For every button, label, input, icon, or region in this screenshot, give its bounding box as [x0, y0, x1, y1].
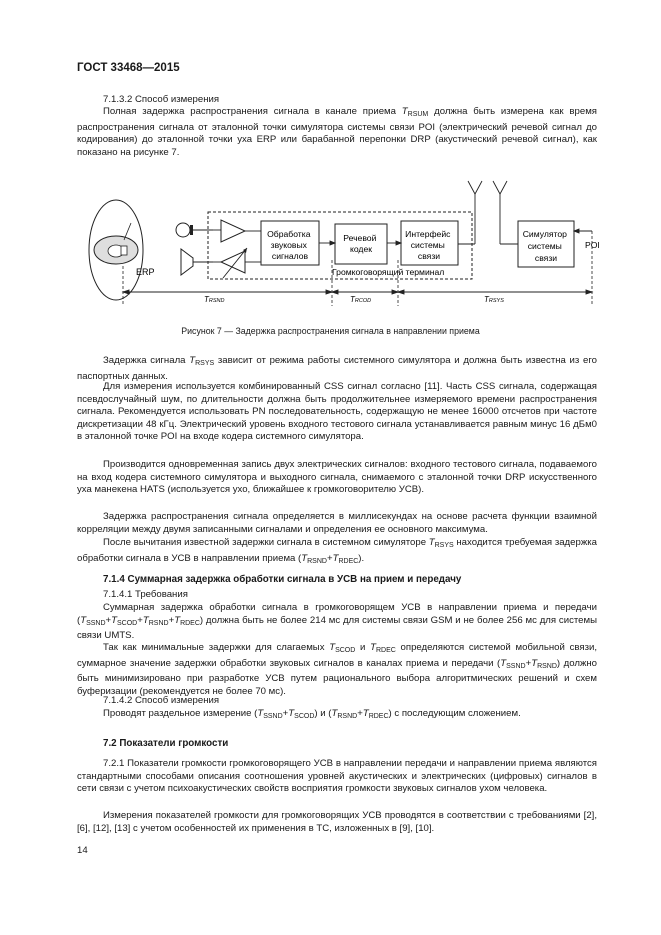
figure-7-diagram: [0, 168, 661, 318]
paragraph-rsys: Задержка сигнала $T_{RSYS}$ зависит от режима работы системного симулятора и должна быть известна из его паспортных данных.: [77, 355, 597, 382]
system-simulator-label: Симулятор системы связи: [522, 229, 567, 263]
audio-processing-label: Обработка звуковых сигналов: [267, 229, 311, 261]
poi-label: POI: [585, 240, 600, 250]
t-rsnd-label: TRSND: [204, 295, 225, 304]
subsection-7-1-4-1: 7.1.4.1 Требования: [103, 589, 188, 600]
paragraph-correlation: Задержка распространения сигнала определяется в миллисекундах на основе расчета функции взаимной корреляции между двумя записанными сигналами и определения ее основного максимума.: [77, 511, 597, 535]
document-header: ГОСТ 33468—2015: [77, 62, 180, 74]
paragraph-loudness-measurement: Измерения показателей громкости для громкоговорящих УСВ проводятся в соответствии с требованиями [2], [6], [12], [13] с учетом особенностей их применения в ТС, изложенных в [9], [10].: [77, 810, 597, 834]
paragraph-minimal-delays: Так как минимальные задержки для слагаемых $T_{SCOD}$ и $T_{RDEC}$ определяются системой мобильной связи, суммарное значение задержки обработки звуковых сигналов в каналах приема и передачи $(T_{SSND}+T_{RSND})$ должно быть минимизировано при разработке УСВ путем рационального выбора алгоритмических решений и схем буферизации (рекомендуется не более 70 мс).: [77, 642, 598, 697]
head-icon: [89, 200, 143, 300]
paragraph-rsum: Полная задержка распространения сигнала в канале приема $T_{RSUM}$ должна быть измерена как время распространения сигнала от эталонной точки симулятора системы связи POI (электрический речевой сигнал до кодирования) до эталонной точки уха ERP или барабанной перепонки DRP (акустический речевой сигнал), как показано на рисунке 7.: [77, 106, 597, 158]
paragraph-subtraction: После вычитания известной задержки сигнала в системном симуляторе $T_{RSYS}$ находится требуемая задержка обработки сигнала в УСВ в направлении приема $(T_{RSND}+T_{RDEC})$.: [77, 537, 597, 565]
subsection-7-1-4-2: 7.1.4.2 Способ измерения: [103, 695, 220, 706]
poi-connector: [574, 229, 592, 233]
antenna-icon: [493, 181, 518, 244]
heading-7-1-4: 7.1.4 Суммарная задержка обработки сигнала в УСВ на прием и передачу: [103, 574, 462, 585]
speech-codec-label: Речевой кодек: [343, 233, 377, 254]
receive-amplifier-icon: [213, 248, 261, 278]
paragraph-separate-measurement: Проводят раздельное измерение $(T_{SSND}+T_{SCOD})$ и $(T_{RSND}+T_{RDEC})$ с последующим сложением.: [103, 708, 521, 720]
t-rsys-label: TRSYS: [484, 295, 504, 304]
paragraph-requirements: Суммарная задержка обработки сигнала в громкоговорящем УСВ в направлении приема и передачи $(T_{SSND}+T_{SCOD}+T_{RSND}+T_{RDEC})$ должна быть не более 214 мс для системы связи GSM и не более 256 мс для системы связи UMTS.: [77, 602, 597, 642]
page-number: 14: [77, 845, 88, 856]
heading-7-2: 7.2 Показатели громкости: [103, 738, 229, 749]
subsection-7-1-3-2: 7.1.3.2 Способ измерения: [103, 94, 220, 105]
terminal-label: Громкоговорящий терминал: [332, 267, 445, 277]
erp-label: ERP: [136, 267, 155, 277]
comm-interface-label: Интерфейс системы связи: [405, 229, 451, 261]
t-rcod-label: TRCOD: [350, 295, 372, 304]
send-amplifier-icon: [213, 220, 261, 242]
paragraph-recording: Производится одновременная запись двух электрических сигналов: входного тестового сигнала, подаваемого на вход кодера системного симулятора и выходного сигнала, снимаемого с эталонной точки DRP искусственного уха манекена HATS (используется ухо, ближайшее к громкоговорителю УСВ).: [77, 459, 597, 496]
paragraph-loudness: 7.2.1 Показатели громкости громкоговорящего УСВ в направлении передачи и направлении приема являются стандартными способами описания соотношения уровней акустических и электрических (цифровых) сигналов в сети связи с учетом психоакустических свойств восприятия громкости звуковых сигналов ухом человека.: [77, 758, 597, 795]
microphone-icon: [176, 223, 213, 237]
paragraph-css-signal: Для измерения используется комбинированный CSS сигнал согласно [11]. Часть CSS сигнала, содержащая псевдослучайный шум, по длительности должна быть продолжительнее измеряемого времени распространения сигнала. Рекомендуется использовать PN последовательность, содержащую не менее 16000 отсчетов при частоте дискретизации 48 кГц. Электрический уровень входного тестового сигнала устанавливается равным минус 16 дБм0 в эталонной точке POI на входе кодера системного симулятора.: [77, 381, 597, 443]
figure-caption: Рисунок 7 — Задержка распространения сигнала в направлении приема: [181, 326, 480, 336]
